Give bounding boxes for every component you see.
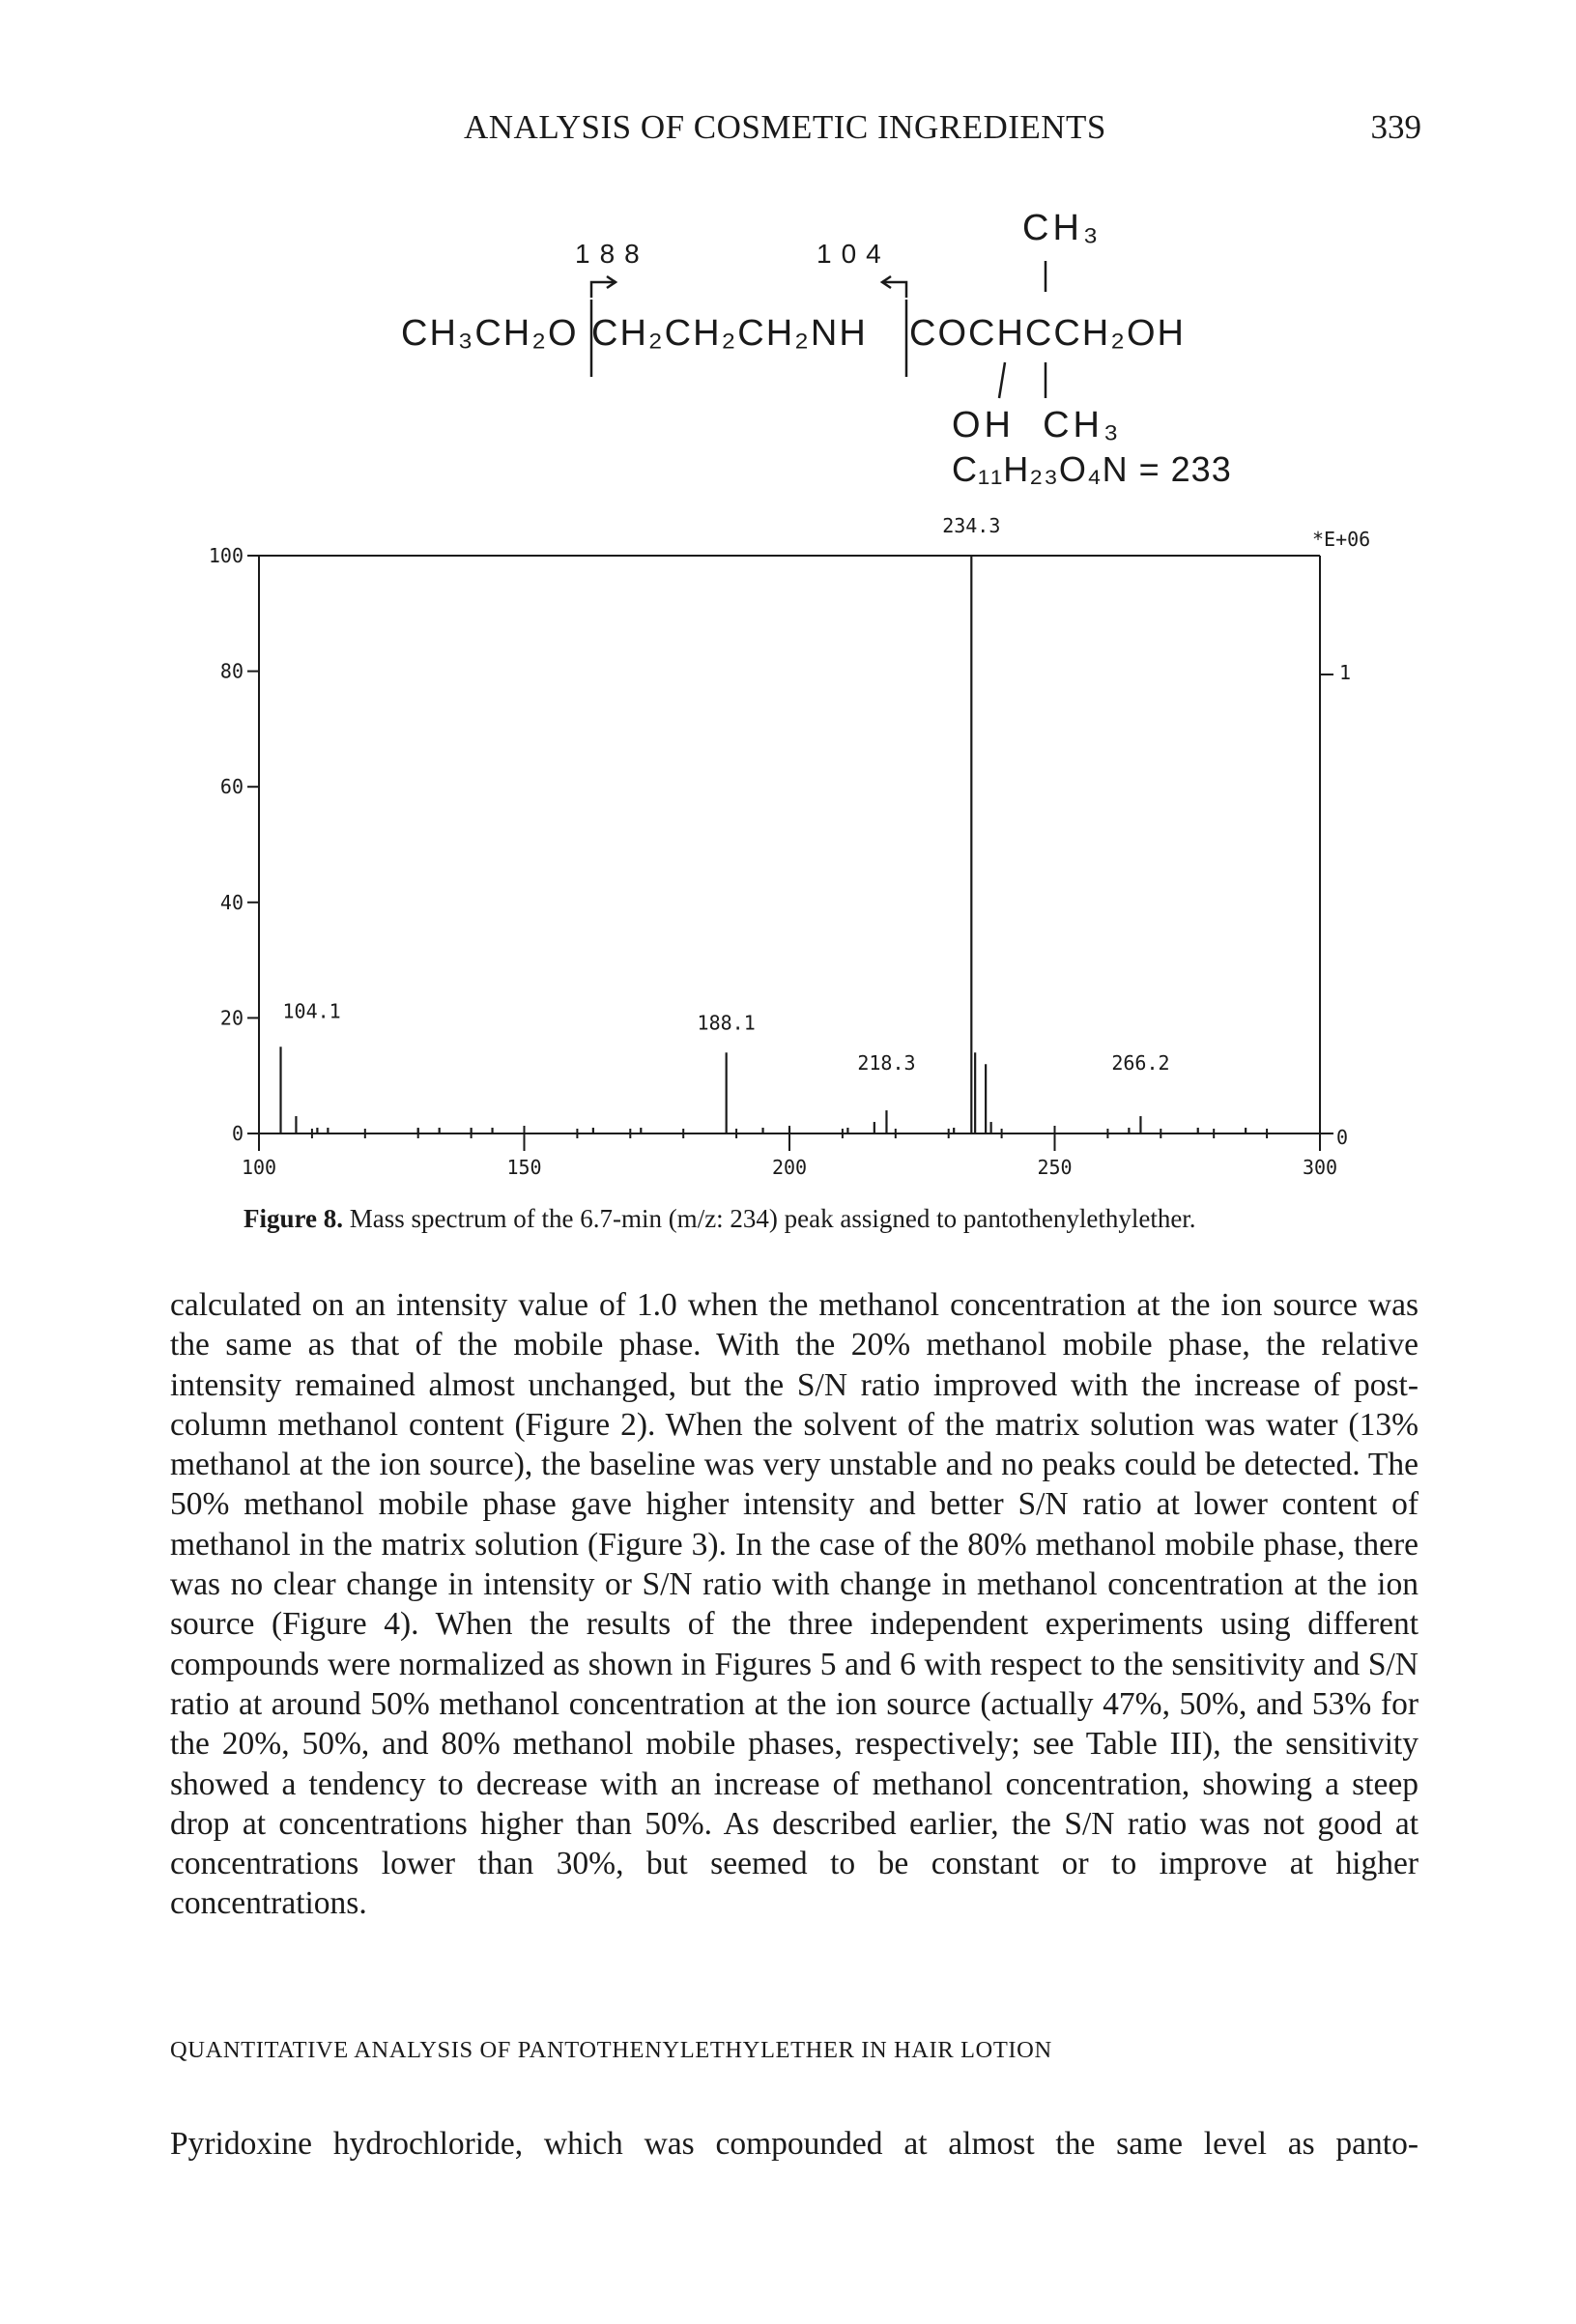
y-tick-label: 80 [219, 659, 244, 683]
page-header [0, 108, 1576, 157]
x-tick-label: 300 [1302, 1156, 1338, 1179]
chemical-structure [0, 184, 1576, 512]
y-tick-label: 100 [208, 544, 244, 567]
y-tick-label: 40 [219, 890, 244, 914]
peak-label: 218.3 [857, 1051, 916, 1076]
x-tick-label: 250 [1037, 1156, 1073, 1179]
y-tick-label: 60 [219, 775, 244, 799]
page-number: 339 [1370, 108, 1421, 146]
fragment-104-label: 104 [817, 239, 891, 269]
x-tick-label: 150 [506, 1156, 542, 1179]
bond-bottom-left [999, 362, 1005, 398]
formula-left: CH₃CH₂O [401, 313, 579, 354]
mass-spectrum-chart [0, 514, 1576, 1193]
formula-middle: CH₂CH₂CH₂NH [591, 313, 868, 354]
x-tick-label: 200 [771, 1156, 808, 1179]
y-tick-label: 0 [231, 1122, 244, 1145]
peak-label: 104.1 [282, 999, 341, 1023]
x-tick-label: 100 [241, 1156, 277, 1179]
running-title: ANALYSIS OF COSMETIC INGREDIENTS [464, 108, 1106, 146]
fragment-188-label: 188 [575, 239, 649, 269]
caption-label: Figure 8. [244, 1204, 343, 1233]
figure-caption [244, 1204, 1196, 1234]
caption-text: Mass spectrum of the 6.7-min (m/z: 234) peak assigned to pantothenylethylether. [349, 1204, 1196, 1233]
section-heading: QUANTITATIVE ANALYSIS OF PANTOTHENYLETHYLETHER IN HAIR LOTION [170, 2037, 1052, 2063]
scale-label: *E+06 [1312, 528, 1371, 551]
peak-label: 234.3 [942, 514, 1001, 538]
top-substituent: CH₃ [1022, 208, 1103, 248]
body-paragraph: calculated on an intensity value of 1.0 when the methanol concentration at the ion source was the same as that of the mobile phase. With the 20% methanol mobile phase, the relative intensity remained almost unchanged, but the S/N ratio improved with the increase of post-column methanol content (Figure 2). When the solvent of the matrix solution was water (13% methanol at the ion source), the baseline was very unstable and no peaks could be detected. The 50% methanol mobile phase gave higher intensity and better S/N ratio at lower content of methanol in the matrix solution (Figure 3). In the case of the 80% methanol mobile phase, there was no clear change in intensity or S/N ratio with change in methanol concentration at the ion source (Figure 4). When the results of the three independent experiments using different compounds were normalized as shown in Figures 5 and 6 with respect to the sensitivity and S/N ratio at around 50% methanol concentration at the ion source (actually 47%, 50%, and 53% for the 20%, 50%, and 80% methanol mobile phases, respectively; see Table III), the sensitivity showed a tendency to decrease with an increase of methanol concentration, showing a steep drop at concentrations higher than 50%. As described earlier, the S/N ratio was not good at concentrations lower than 30%, but seemed to be constant or to improve at higher concentrations. [170, 1287, 1418, 1922]
bottom-substituents: OH CH₃ [952, 405, 1123, 445]
last-paragraph: Pyridoxine hydrochloride, which was compounded at almost the same level as panto- [170, 2126, 1418, 2162]
peak-label: 266.2 [1111, 1051, 1170, 1076]
peak-label: 188.1 [697, 1011, 756, 1035]
formula-right: COCHCCH₂OH [909, 313, 1186, 354]
right-axis-label-top: 1 [1339, 661, 1352, 684]
right-axis-label-bottom: 0 [1336, 1126, 1349, 1149]
y-tick-label: 20 [219, 1006, 244, 1030]
molecular-formula: C₁₁H₂₃O₄N = 233 [952, 449, 1232, 489]
